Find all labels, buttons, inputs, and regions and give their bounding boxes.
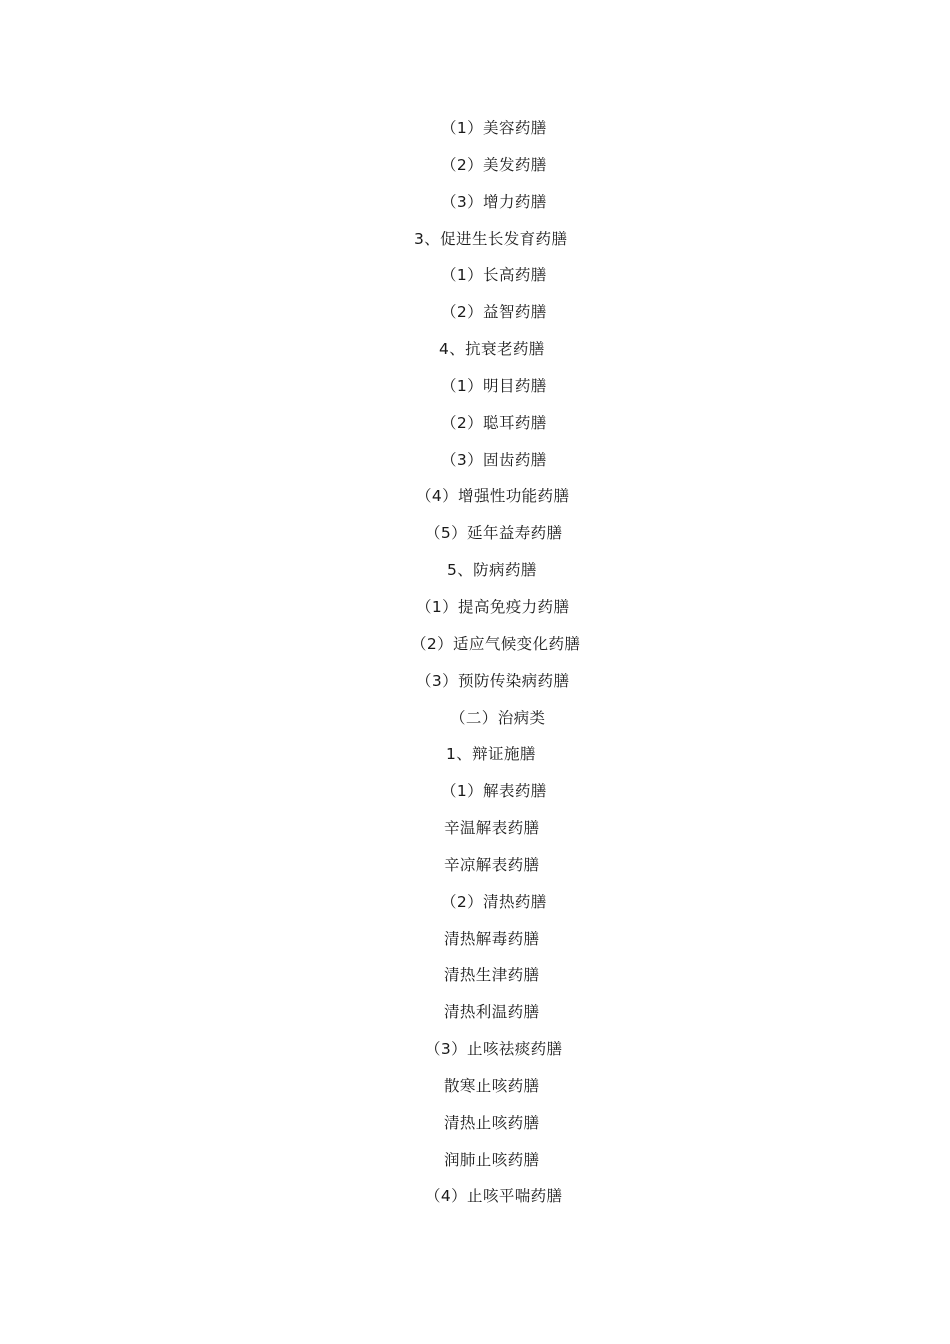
outline-line: （2）益智药膳 xyxy=(441,303,547,322)
outline-line: 辛温解表药膳 xyxy=(444,819,540,838)
outline-line: （1）明目药膳 xyxy=(441,376,547,395)
outline-line: （4）增强性功能药膳 xyxy=(416,487,570,506)
outline-line: （5）延年益寿药膳 xyxy=(425,524,563,543)
outline-line: 5、防病药膳 xyxy=(447,561,537,580)
outline-line: （1）提高免疫力药膳 xyxy=(416,597,570,616)
outline-line: （二）治病类 xyxy=(450,708,546,727)
outline-line: 清热生津药膳 xyxy=(444,966,540,985)
outline-line: 4、抗衰老药膳 xyxy=(439,340,545,359)
outline-line: 1、辩证施膳 xyxy=(446,745,536,764)
outline-line: 散寒止咳药膳 xyxy=(444,1076,540,1095)
outline-line: （3）预防传染病药膳 xyxy=(416,671,570,690)
outline-line: 3、促进生长发育药膳 xyxy=(414,229,568,248)
outline-list xyxy=(0,110,950,1215)
outline-line: 辛凉解表药膳 xyxy=(444,855,540,874)
outline-line: （4）止咳平喘药膳 xyxy=(425,1187,563,1206)
outline-line: （2）美发药膳 xyxy=(441,155,547,174)
outline-line: （3）增力药膳 xyxy=(441,192,547,211)
outline-line: 润肺止咳药膳 xyxy=(444,1150,540,1169)
outline-line: （3）固齿药膳 xyxy=(441,450,547,469)
outline-line: （2）清热药膳 xyxy=(441,892,547,911)
outline-line: 清热止咳药膳 xyxy=(444,1113,540,1132)
outline-line: 清热解毒药膳 xyxy=(444,929,540,948)
outline-line: （1）美容药膳 xyxy=(441,119,547,137)
outline-line: （1）长高药膳 xyxy=(441,266,547,285)
outline-line: （2）聪耳药膳 xyxy=(441,413,547,432)
outline-line: 清热利温药膳 xyxy=(444,1003,540,1022)
outline-line: （3）止咳祛痰药膳 xyxy=(425,1040,563,1059)
outline-line: （1）解表药膳 xyxy=(441,782,547,801)
outline-line: （2）适应气候变化药膳 xyxy=(411,634,581,653)
